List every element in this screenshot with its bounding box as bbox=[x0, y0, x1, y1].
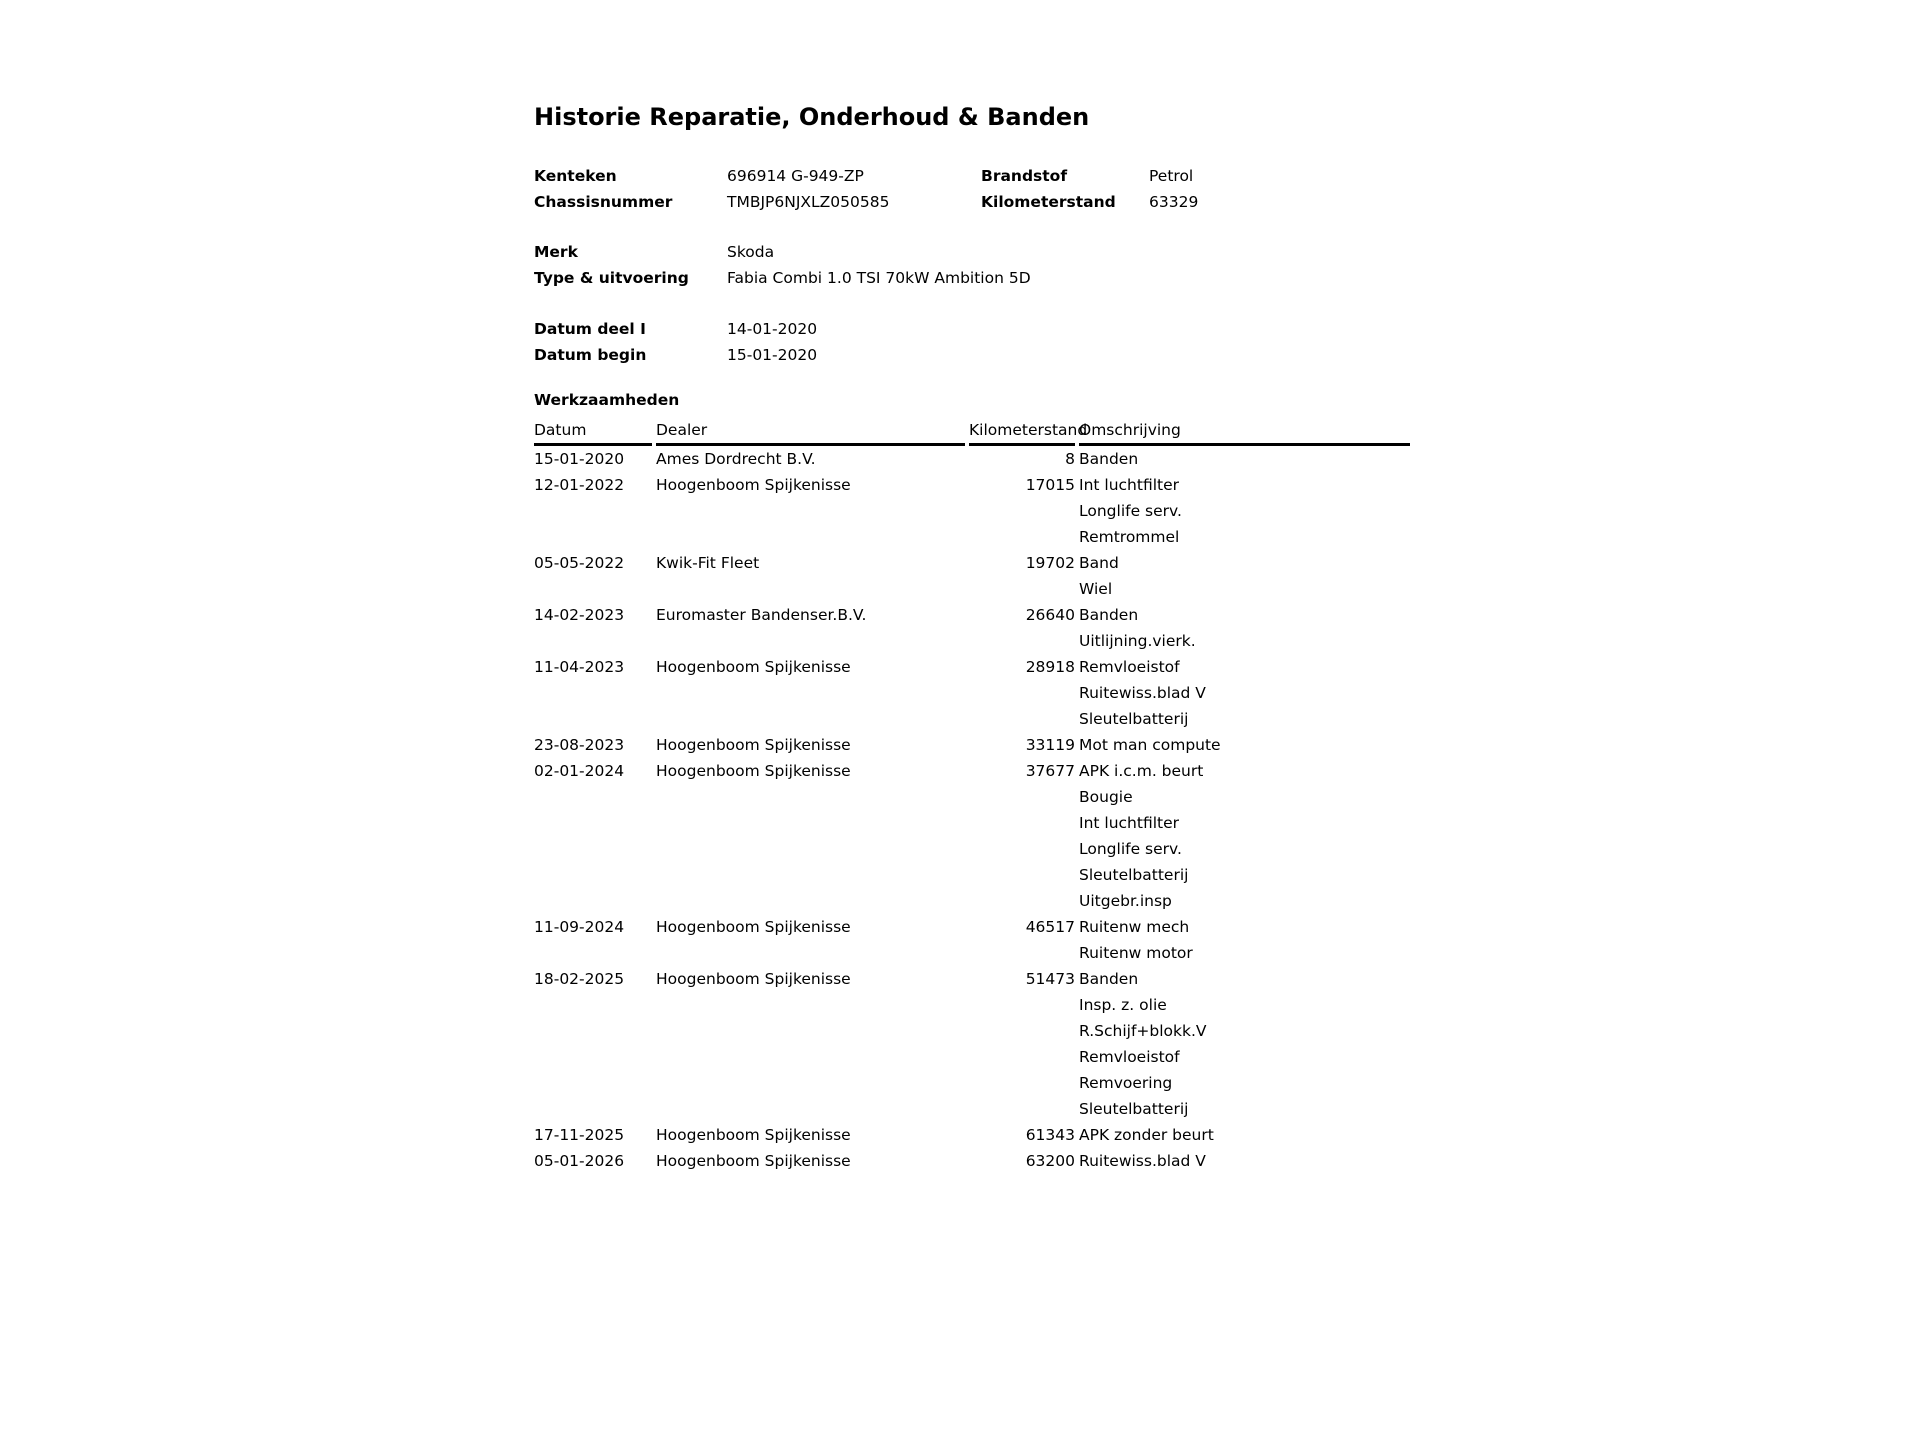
datum-begin-label: Datum begin bbox=[534, 346, 647, 364]
cell-datum: 05-05-2022 bbox=[534, 554, 625, 572]
column-header-omschrijving: Omschrijving bbox=[1079, 417, 1410, 446]
table-header bbox=[534, 417, 1410, 446]
werkzaamheden-table bbox=[530, 417, 1414, 1174]
werkzaamheden-table-body bbox=[534, 446, 1410, 1174]
table-row bbox=[534, 888, 1410, 914]
cell-kilometerstand bbox=[969, 706, 1075, 732]
table-row bbox=[534, 836, 1410, 862]
cell-datum bbox=[534, 1044, 652, 1070]
table-row bbox=[534, 784, 1410, 810]
cell-omschrijving: Sleutelbatterij bbox=[1079, 866, 1189, 884]
datum-deel1-label: Datum deel I bbox=[534, 320, 646, 338]
cell-dealer bbox=[656, 836, 965, 862]
cell-kilometerstand: 17015 bbox=[1025, 476, 1075, 494]
cell-datum bbox=[534, 784, 652, 810]
cell-dealer bbox=[656, 784, 965, 810]
table-row bbox=[534, 966, 1410, 992]
cell-omschrijving: Insp. z. olie bbox=[1079, 996, 1167, 1014]
table-row bbox=[534, 1018, 1410, 1044]
cell-datum bbox=[534, 1070, 652, 1096]
cell-kilometerstand bbox=[969, 628, 1075, 654]
cell-dealer bbox=[656, 862, 965, 888]
cell-dealer: Hoogenboom Spijkenisse bbox=[656, 970, 851, 988]
cell-omschrijving: Banden bbox=[1079, 606, 1139, 624]
cell-omschrijving: Remvloeistof bbox=[1079, 1048, 1180, 1066]
table-row bbox=[534, 628, 1410, 654]
cell-kilometerstand bbox=[969, 498, 1075, 524]
cell-kilometerstand bbox=[969, 1070, 1075, 1096]
cell-kilometerstand bbox=[969, 862, 1075, 888]
werkzaamheden-heading: Werkzaamheden bbox=[534, 391, 680, 409]
cell-omschrijving: Int luchtfilter bbox=[1079, 814, 1180, 832]
table-row bbox=[534, 524, 1410, 550]
cell-datum: 11-09-2024 bbox=[534, 918, 625, 936]
cell-datum: 15-01-2020 bbox=[534, 450, 625, 468]
table-row bbox=[534, 758, 1410, 784]
brandstof-value: Petrol bbox=[1149, 167, 1194, 185]
cell-dealer bbox=[656, 940, 965, 966]
table-row bbox=[534, 1044, 1410, 1070]
cell-omschrijving: Longlife serv. bbox=[1079, 840, 1182, 858]
cell-omschrijving: Int luchtfilter bbox=[1079, 476, 1180, 494]
table-row bbox=[534, 550, 1410, 576]
page-title: Historie Reparatie, Onderhoud & Banden bbox=[534, 103, 1090, 131]
cell-kilometerstand bbox=[969, 1044, 1075, 1070]
table-row bbox=[534, 1096, 1410, 1122]
cell-kilometerstand: 51473 bbox=[1025, 970, 1075, 988]
table-row bbox=[534, 914, 1410, 940]
cell-omschrijving: Remtrommel bbox=[1079, 528, 1180, 546]
cell-datum: 12-01-2022 bbox=[534, 476, 625, 494]
cell-datum bbox=[534, 992, 652, 1018]
cell-datum: 05-01-2026 bbox=[534, 1152, 625, 1170]
cell-dealer bbox=[656, 1018, 965, 1044]
kilometerstand-value: 63329 bbox=[1149, 193, 1199, 211]
table-row bbox=[534, 576, 1410, 602]
cell-omschrijving: Banden bbox=[1079, 970, 1139, 988]
cell-datum: 14-02-2023 bbox=[534, 606, 625, 624]
cell-kilometerstand bbox=[969, 888, 1075, 914]
cell-kilometerstand bbox=[969, 992, 1075, 1018]
cell-omschrijving: Remvloeistof bbox=[1079, 658, 1180, 676]
table-row bbox=[534, 862, 1410, 888]
cell-datum bbox=[534, 680, 652, 706]
cell-datum: 02-01-2024 bbox=[534, 762, 625, 780]
dates-section bbox=[534, 316, 1420, 368]
cell-kilometerstand bbox=[969, 836, 1075, 862]
cell-omschrijving: Uitgebr.insp bbox=[1079, 892, 1172, 910]
cell-dealer: Hoogenboom Spijkenisse bbox=[656, 1152, 851, 1170]
cell-dealer bbox=[656, 524, 965, 550]
cell-omschrijving: Sleutelbatterij bbox=[1079, 1100, 1189, 1118]
cell-datum: 23-08-2023 bbox=[534, 736, 625, 754]
cell-dealer bbox=[656, 888, 965, 914]
table-row bbox=[534, 706, 1410, 732]
table-row bbox=[534, 472, 1410, 498]
cell-datum bbox=[534, 498, 652, 524]
cell-omschrijving: R.Schijf+blokk.V bbox=[1079, 1022, 1207, 1040]
cell-datum bbox=[534, 810, 652, 836]
table-row bbox=[534, 498, 1410, 524]
chassisnummer-label: Chassisnummer bbox=[534, 193, 673, 211]
cell-dealer: Euromaster Bandenser.B.V. bbox=[656, 606, 867, 624]
vehicle-id-section bbox=[534, 163, 1420, 215]
cell-kilometerstand: 33119 bbox=[1025, 736, 1075, 754]
kilometerstand-label: Kilometerstand bbox=[981, 193, 1116, 211]
cell-kilometerstand bbox=[969, 1096, 1075, 1122]
cell-kilometerstand: 61343 bbox=[1025, 1126, 1075, 1144]
report-content bbox=[534, 100, 1420, 1174]
cell-datum bbox=[534, 940, 652, 966]
cell-dealer bbox=[656, 992, 965, 1018]
cell-omschrijving: Sleutelbatterij bbox=[1079, 710, 1189, 728]
cell-dealer bbox=[656, 810, 965, 836]
cell-datum: 17-11-2025 bbox=[534, 1126, 625, 1144]
cell-kilometerstand: 63200 bbox=[1025, 1152, 1075, 1170]
table-row bbox=[534, 992, 1410, 1018]
cell-datum bbox=[534, 576, 652, 602]
cell-omschrijving: Band bbox=[1079, 554, 1119, 572]
cell-omschrijving: Banden bbox=[1079, 450, 1139, 468]
table-row bbox=[534, 654, 1410, 680]
cell-omschrijving: Mot man compute bbox=[1079, 736, 1221, 754]
cell-dealer bbox=[656, 706, 965, 732]
cell-datum: 11-04-2023 bbox=[534, 658, 625, 676]
table-row bbox=[534, 810, 1410, 836]
cell-omschrijving: Ruitenw motor bbox=[1079, 944, 1193, 962]
cell-dealer bbox=[656, 1070, 965, 1096]
cell-dealer: Kwik-Fit Fleet bbox=[656, 554, 760, 572]
cell-omschrijving: Ruitenw mech bbox=[1079, 918, 1190, 936]
cell-omschrijving: Bougie bbox=[1079, 788, 1133, 806]
cell-kilometerstand: 26640 bbox=[1025, 606, 1075, 624]
table-row bbox=[534, 940, 1410, 966]
cell-datum: 18-02-2025 bbox=[534, 970, 625, 988]
cell-datum bbox=[534, 888, 652, 914]
table-row bbox=[534, 602, 1410, 628]
cell-dealer: Hoogenboom Spijkenisse bbox=[656, 1126, 851, 1144]
cell-dealer bbox=[656, 628, 965, 654]
cell-omschrijving: Ruitewiss.blad V bbox=[1079, 1152, 1206, 1170]
merk-value: Skoda bbox=[727, 243, 775, 261]
cell-kilometerstand bbox=[969, 680, 1075, 706]
vehicle-type-section bbox=[534, 239, 1420, 291]
cell-omschrijving: Uitlijning.vierk. bbox=[1079, 632, 1196, 650]
cell-kilometerstand: 37677 bbox=[1025, 762, 1075, 780]
column-header-kilometerstand: Kilometerstand bbox=[969, 417, 1075, 446]
table-row bbox=[534, 680, 1410, 706]
cell-omschrijving: Longlife serv. bbox=[1079, 502, 1182, 520]
cell-omschrijving: Wiel bbox=[1079, 580, 1113, 598]
cell-dealer bbox=[656, 1044, 965, 1070]
cell-datum bbox=[534, 1096, 652, 1122]
cell-kilometerstand bbox=[969, 810, 1075, 836]
cell-kilometerstand bbox=[969, 940, 1075, 966]
cell-dealer bbox=[656, 498, 965, 524]
cell-kilometerstand: 28918 bbox=[1025, 658, 1075, 676]
merk-label: Merk bbox=[534, 243, 578, 261]
chassisnummer-value: TMBJP6NJXLZ050585 bbox=[727, 193, 890, 211]
table-row bbox=[534, 1122, 1410, 1148]
cell-dealer: Hoogenboom Spijkenisse bbox=[656, 476, 851, 494]
cell-kilometerstand bbox=[969, 784, 1075, 810]
brandstof-label: Brandstof bbox=[981, 167, 1068, 185]
cell-datum bbox=[534, 836, 652, 862]
cell-kilometerstand: 19702 bbox=[1025, 554, 1075, 572]
cell-omschrijving: APK i.c.m. beurt bbox=[1079, 762, 1204, 780]
cell-omschrijving: Ruitewiss.blad V bbox=[1079, 684, 1206, 702]
column-header-dealer: Dealer bbox=[656, 417, 965, 446]
datum-begin-value: 15-01-2020 bbox=[727, 346, 818, 364]
cell-datum bbox=[534, 628, 652, 654]
cell-kilometerstand bbox=[969, 1018, 1075, 1044]
kenteken-value: 696914 G-949-ZP bbox=[727, 167, 864, 185]
cell-kilometerstand: 46517 bbox=[1025, 918, 1075, 936]
type-uitvoering-label: Type & uitvoering bbox=[534, 269, 689, 287]
cell-kilometerstand bbox=[969, 576, 1075, 602]
table-row bbox=[534, 1070, 1410, 1096]
cell-datum bbox=[534, 524, 652, 550]
table-row bbox=[534, 446, 1410, 472]
cell-dealer bbox=[656, 680, 965, 706]
cell-dealer bbox=[656, 1096, 965, 1122]
cell-kilometerstand: 8 bbox=[1065, 450, 1075, 468]
cell-dealer: Hoogenboom Spijkenisse bbox=[656, 762, 851, 780]
datum-deel1-value: 14-01-2020 bbox=[727, 320, 818, 338]
cell-dealer: Ames Dordrecht B.V. bbox=[656, 450, 816, 468]
cell-datum bbox=[534, 862, 652, 888]
cell-kilometerstand bbox=[969, 524, 1075, 550]
column-header-datum: Datum bbox=[534, 417, 652, 446]
cell-dealer: Hoogenboom Spijkenisse bbox=[656, 658, 851, 676]
cell-datum bbox=[534, 706, 652, 732]
cell-omschrijving: Remvoering bbox=[1079, 1074, 1173, 1092]
cell-omschrijving: APK zonder beurt bbox=[1079, 1126, 1214, 1144]
cell-dealer: Hoogenboom Spijkenisse bbox=[656, 736, 851, 754]
type-uitvoering-value: Fabia Combi 1.0 TSI 70kW Ambition 5D bbox=[727, 269, 1031, 287]
cell-dealer bbox=[656, 576, 965, 602]
cell-dealer: Hoogenboom Spijkenisse bbox=[656, 918, 851, 936]
table-row bbox=[534, 732, 1410, 758]
kenteken-label: Kenteken bbox=[534, 167, 617, 185]
table-row bbox=[534, 1148, 1410, 1174]
cell-datum bbox=[534, 1018, 652, 1044]
